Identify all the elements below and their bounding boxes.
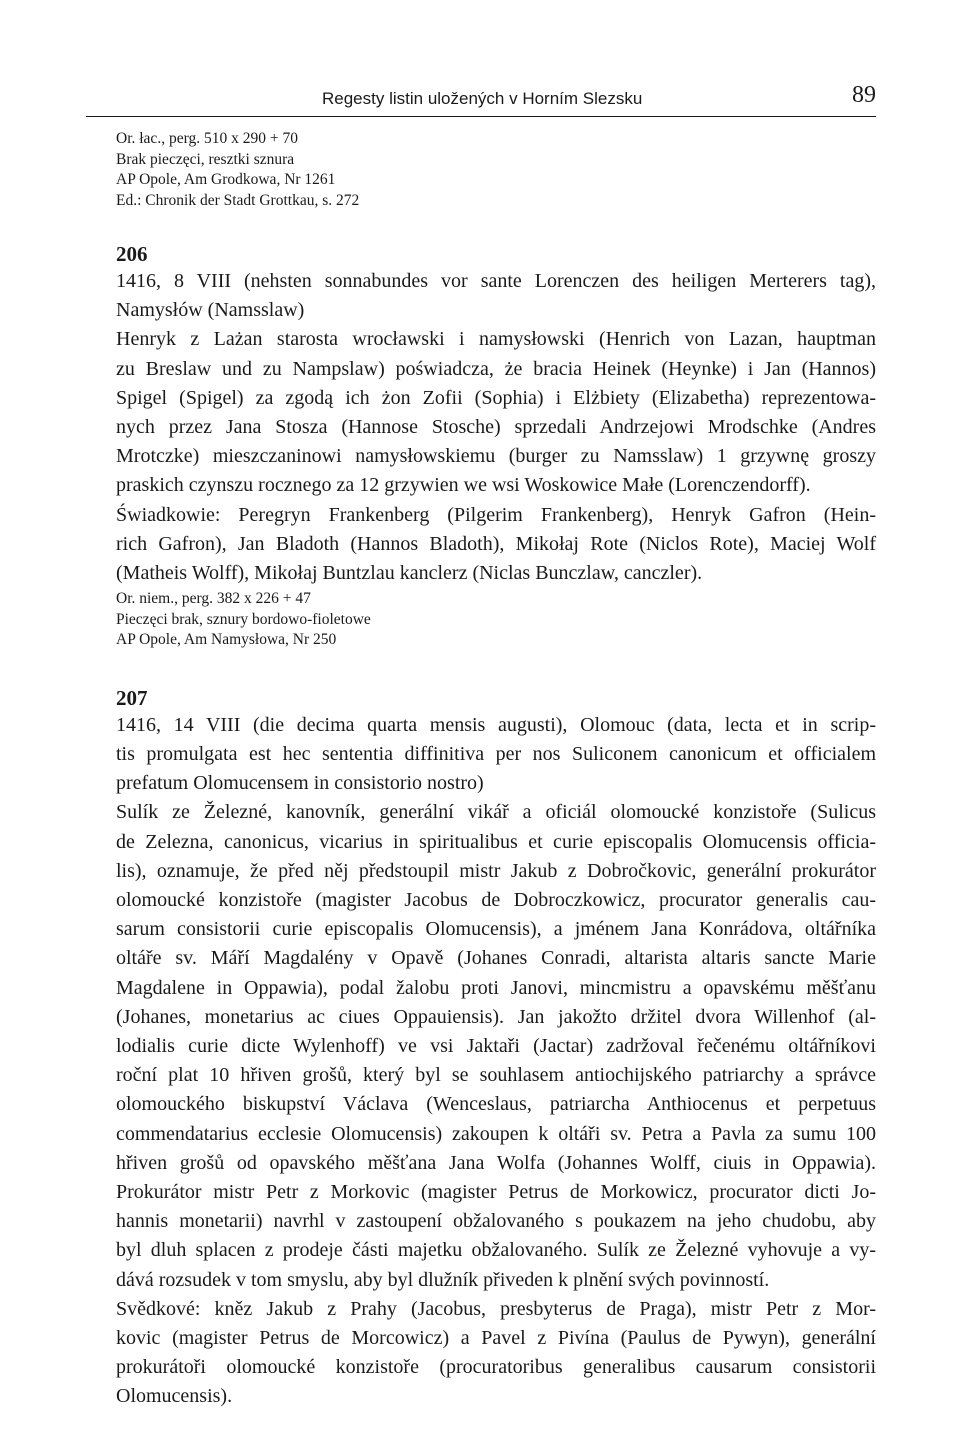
regest-entry [86,685,876,1412]
source-note-line: AP Opole, Am Namysłowa, Nr 250 [116,631,337,649]
source-notes [86,129,876,211]
text-line: 1416, 14 VIII (die decima quarta mensis augusti), Olomouc (data, lecta et in scrip- [116,713,876,736]
running-title: Regesty listin uložených v Horním Slezsku [322,89,643,108]
text-line: Świadkowie: Peregryn Frankenberg (Pilgerim Frankenberg), Henryk Gafron (Hein- [116,503,876,526]
text-line: tis promulgata est hec sententia diffinitiva per nos Suliconem canonicum et officialem [116,742,876,765]
text-line: (Matheis Wolff), Mikołaj Buntzlau kanclerz (Niclas Bunczlaw, canczler). [116,562,703,585]
text-line: commendatarius ecclesie Olomucensis) zakoupen k oltáři sv. Petra a Pavla za sumu 100 [116,1122,876,1145]
text-line: Sulík ze Železné, kanovník, generální vikář a oficiál olomoucké konzistoře (Sulicus [116,801,876,824]
page-number: 89 [852,82,876,108]
text-line: de Zelezna, canonicus, vicarius in spiritualibus et curie episcopalis Olomucensis officia- [116,830,876,853]
text-line: olomouckého biskupství Václava (Wenceslaus, patriarcha Anthiocenus et perpetuus [116,1093,876,1116]
text-line: dává rozsudek v tom smyslu, aby byl dlužník přiveden k plnění svých povinností. [116,1268,770,1291]
entry-number: 207 [116,685,148,710]
running-header [86,82,876,117]
text-line: 1416, 8 VIII (nehsten sonnabundes vor sante Lorenczen des heiligen Merterers tag), [116,270,876,292]
entry-source-notes [86,589,876,651]
entry-paragraph [86,501,876,589]
entry-paragraph [86,267,876,325]
text-line: nych przez Jana Stosza (Hannose Stosche) sprzedali Andrzejowi Mrodschke (Andres [116,416,876,439]
text-line: oltáře sv. Máří Magdalény v Opavě (Johanes Conradi, altarista altaris sancte Marie [116,947,876,970]
entry-body [86,711,876,1412]
text-line: Prokurátor mistr Petr z Morkovic (magister Petrus de Morkowicz, procurator dicti Jo- [116,1180,876,1203]
source-note-line: Brak pieczęci, resztki sznura [116,150,295,168]
text-line: Mrotczke) mieszczaninowi namysłowskiemu (burger zu Namsslaw) 1 grzywnę groszy [116,445,876,468]
text-line: praskich czynszu rocznego za 12 grzywien we wsi Woskowice Małe (Lorenczendorff). [116,474,811,497]
text-line: Olomucensis). [116,1385,233,1408]
text-line: Svědkové: kněz Jakub z Prahy (Jacobus, presbyterus de Praga), mistr Petr z Mor- [116,1297,876,1320]
text-line: Namysłów (Namsslaw) [116,299,305,322]
text-line: prefatum Olomucensem in consistorio nostro) [116,772,484,795]
source-note-line: Or. niem., perg. 382 x 226 + 47 [116,590,311,608]
entry-paragraph [86,798,876,1294]
text-line: lis), oznamuje, že před něj předstoupil mistr Jakub z Dobročkovic, generální prokurátor [116,859,876,882]
text-line: roční plat 10 hřiven grošů, který byl se souhlasem antiochijského patriarchy a správce [116,1064,876,1087]
document-page [86,82,876,1412]
source-note-line: AP Opole, Am Grodkowa, Nr 1261 [116,171,336,188]
text-line: olomoucké konzistoře (magister Jacobus de Dobroczkowicz, procurator generalis cau- [116,888,876,911]
regest-entry [86,241,876,651]
text-line: byl dluh splacen z prodeje části majetku obžalovaného. Sulík ze Železné vyhovuje a vy- [116,1239,876,1262]
text-line: lodialis curie dicte Wylenhoff) ve vsi Jaktaři (Jactar) zadržoval řečenému oltářníkovi [116,1034,876,1057]
entry-paragraph [86,711,876,799]
entry-paragraph [86,325,876,500]
source-note-line: Ed.: Chronik der Stadt Grottkau, s. 272 [116,191,360,209]
text-line: (Johanes, monetarius ac ciues Oppauiensis). Jan jakožto držitel dvora Willenhof (al- [116,1005,876,1028]
source-note-line: Pieczęci brak, sznury bordowo-fioletowe [116,610,371,628]
entry-paragraph [86,1295,876,1412]
text-line: Spigel (Spigel) za zgodą ich żon Zofii (Sophia) i Elżbiety (Elizabetha) reprezentowa- [116,386,876,409]
source-note-line: Or. łac., perg. 510 x 290 + 70 [116,130,298,147]
text-line: sarum consistorii curie episcopalis Olomucensis), a jménem Jana Konrádova, oltářníka [116,918,876,941]
text-line: kovic (magister Petrus de Morcowicz) a Pavel z Pivína (Paulus de Pywyn), generální [116,1327,876,1349]
entry-number: 206 [116,242,148,266]
text-line: rich Gafron), Jan Bladoth (Hannos Bladoth), Mikołaj Rote (Niclos Rote), Maciej Wolf [116,532,876,555]
text-line: hřiven grošů od opavského měšťana Jana Wolfa (Johannes Wolff, ciuis in Oppawia). [116,1151,876,1174]
text-line: Magdalene in Oppawia), podal žalobu proti Janovi, mincmistru a opavskému měšťanu [116,976,876,999]
text-line: Henryk z Lażan starosta wrocławski i namysłowski (Henrich von Lazan, hauptman [116,328,876,351]
text-line: hannis monetarii) navrhl v zastoupení obžalovaného s poukazem na jeho chudobu, aby [116,1210,876,1233]
text-line: zu Breslaw und zu Nampslaw) poświadcza, że bracia Heinek (Heynke) i Jan (Hannos) [116,357,876,380]
text-line: prokurátoři olomoucké konzistoře (procuratoribus generalibus causarum consistorii [116,1356,876,1379]
entry-body [86,267,876,588]
